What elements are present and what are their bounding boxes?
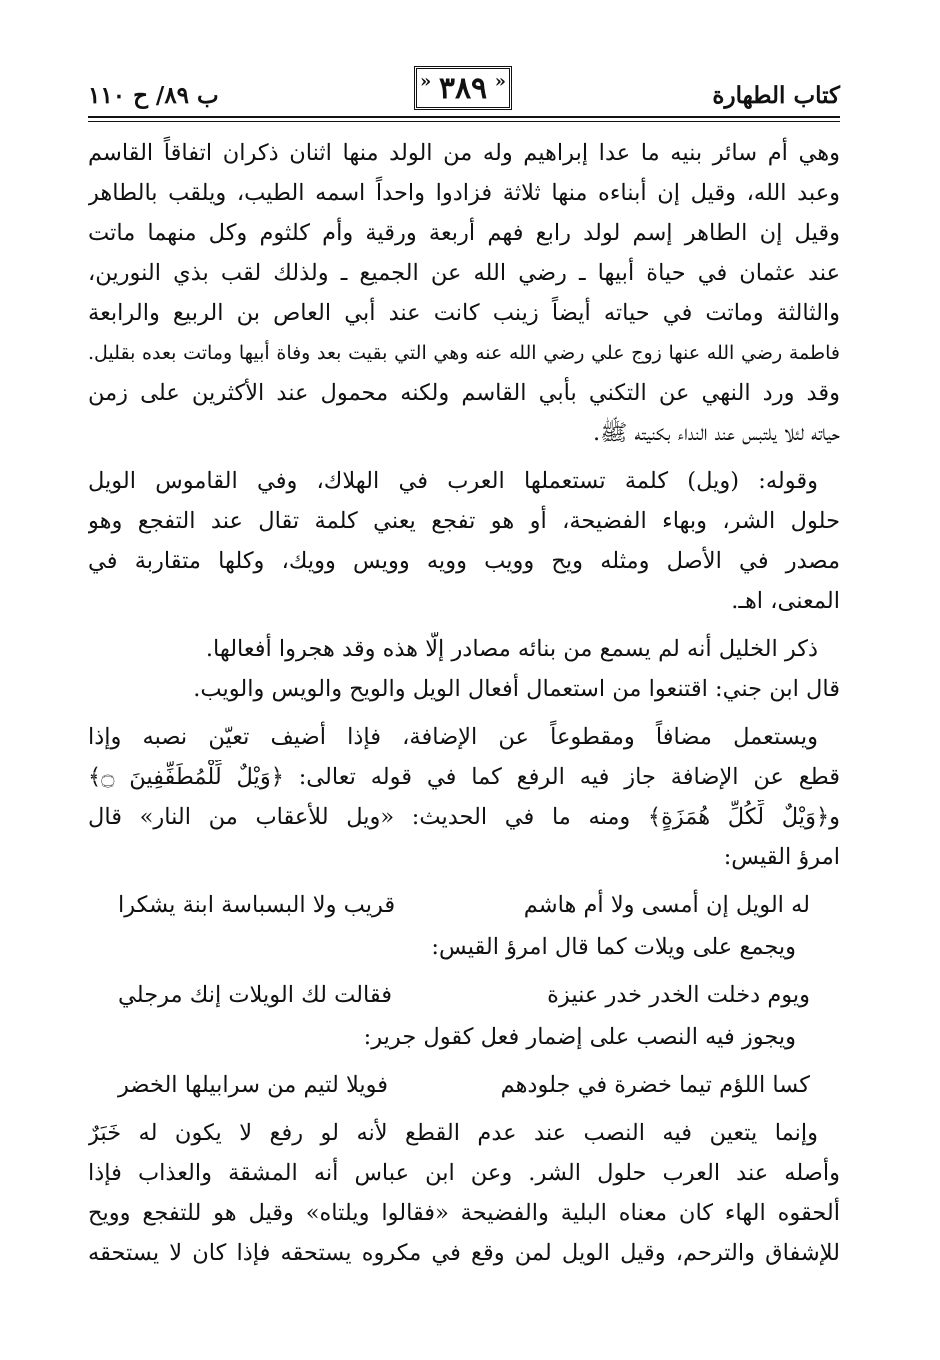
text-line: وإنما يتعين فيه النصب عند عدم القطع لأنه لو رفع لا يكون له خَبَرٌ [88,1120,818,1146]
poetry-verse [88,1068,840,1102]
verse-second-hemistich: فويلا لتيم من سرابيلها الخضر [118,1072,389,1098]
chapter-reference: ب ٨٩/ ح ١١٠ [88,82,219,109]
text-line: المعنى، اهـ. [731,588,840,614]
book-title: كتاب الطهارة [712,82,840,109]
header-rule-thin [88,121,840,122]
verse-first-hemistich: كسا اللؤم تيما خضرة في جلودهم [500,1072,810,1098]
header-rule [88,116,840,118]
text-line: والثالثة وماتت في حياته أيضاً زينب كانت عند أبي العاص بن الربيع والرابعة [88,300,840,326]
text-line: ذكر الخليل أنه لم يسمع من بنائه مصادر إلّا هذه وقد هجروا أفعالها. [205,636,818,662]
page-body [88,136,840,1336]
poetry-verse [88,978,840,1012]
text-line: حياته لئلا يلتبس عند النداء بكنيته ﷺ. [593,420,840,446]
text-line: فاطمة رضي الله عنها زوج علي رضي الله عنه وهي التي بقيت بعد وفاة أبيها وماتت بعده بقليل. [88,342,840,364]
text-line: حلول الشر، وبهاء الفضيحة، أو هو تفجع يعني كلمة تقال عند التفجع وهو [88,508,840,534]
text-line: للإشفاق والترحم، وقيل الويل لمن وقع في مكروه يستحقه فإذا كان لا يستحقه [88,1240,840,1266]
verse-first-hemistich: له الويل إن أمسى ولا أم هاشم [523,892,810,918]
text-line: عند عثمان في حياة أبيها ـ رضي الله عن الجميع ـ ولذلك لقب بذي النورين، [88,260,840,286]
text-line: وقوله: (ويل) كلمة تستعملها العرب في الهلاك، وفي القاموس الويل [88,468,818,494]
text-line: وعبد الله، وقيل إن أبناءه منها ثلاثة فزادوا واحداً اسمه الطيب، ويلقب بالطاهر [88,180,840,206]
text-line: وأصله عند العرب حلول الشر. وعن ابن عباس أنه المشقة والعذاب فإذا [88,1160,840,1186]
poetry-verse [88,888,840,922]
verse-first-hemistich: ويوم دخلت الخدر خدر عنيزة [547,982,810,1008]
text-line: ويجوز فيه النصب على إضمار فعل كقول جرير: [363,1024,796,1050]
running-header [88,72,840,118]
text-line: وهي أم سائر بنيه ما عدا إبراهيم وله من الولد منها اثنان ذكران اتفاقاً القاسم [88,140,840,166]
text-line: قال ابن جني: اقتنعوا من استعمال أفعال الويل والويح والويس والويب. [193,676,840,702]
text-line: وقيل إن الطاهر إسم لولد رابع فهم أربعة ورقية وأم كلثوم وكل منهما ماتت [88,220,840,246]
page-number: « ٣٨٩ « [414,66,512,110]
text-line: قطع عن الإضافة جاز فيه الرفع كما في قوله تعالى: ﴿وَيْلٌ لِّلْمُطَفِّفِينَ ۝﴾ [88,764,840,790]
text-line: وقد ورد النهي عن التكني بأبي القاسم ولكنه محمول عند الأكثرين على زمن [88,380,840,406]
text-line: مصدر في الأصل ومثله ويح وويب وويه وويس وويك، وكلها متقاربة في [88,548,840,574]
text-line: ويجمع على ويلات كما قال امرؤ القيس: [431,934,796,960]
verse-second-hemistich: قريب ولا البسباسة ابنة يشكرا [118,892,396,918]
text-line: ويستعمل مضافاً ومقطوعاً عن الإضافة، فإذا أضيف تعيّن نصبه وإذا [88,724,818,750]
verse-second-hemistich: فقالت لك الويلات إنك مرجلي [118,982,393,1008]
text-line: و﴿وَيْلٌ لِّكُلِّ هُمَزَةٍ﴾ ومنه ما في الحديث: «ويل للأعقاب من النار» قال [88,804,840,830]
text-line: ألحقوه الهاء كان معناه البلية والفضيحة «فقالوا ويلتاه» وقيل هو للتفجع وويح [88,1200,840,1226]
text-line: امرؤ القيس: [723,844,840,870]
